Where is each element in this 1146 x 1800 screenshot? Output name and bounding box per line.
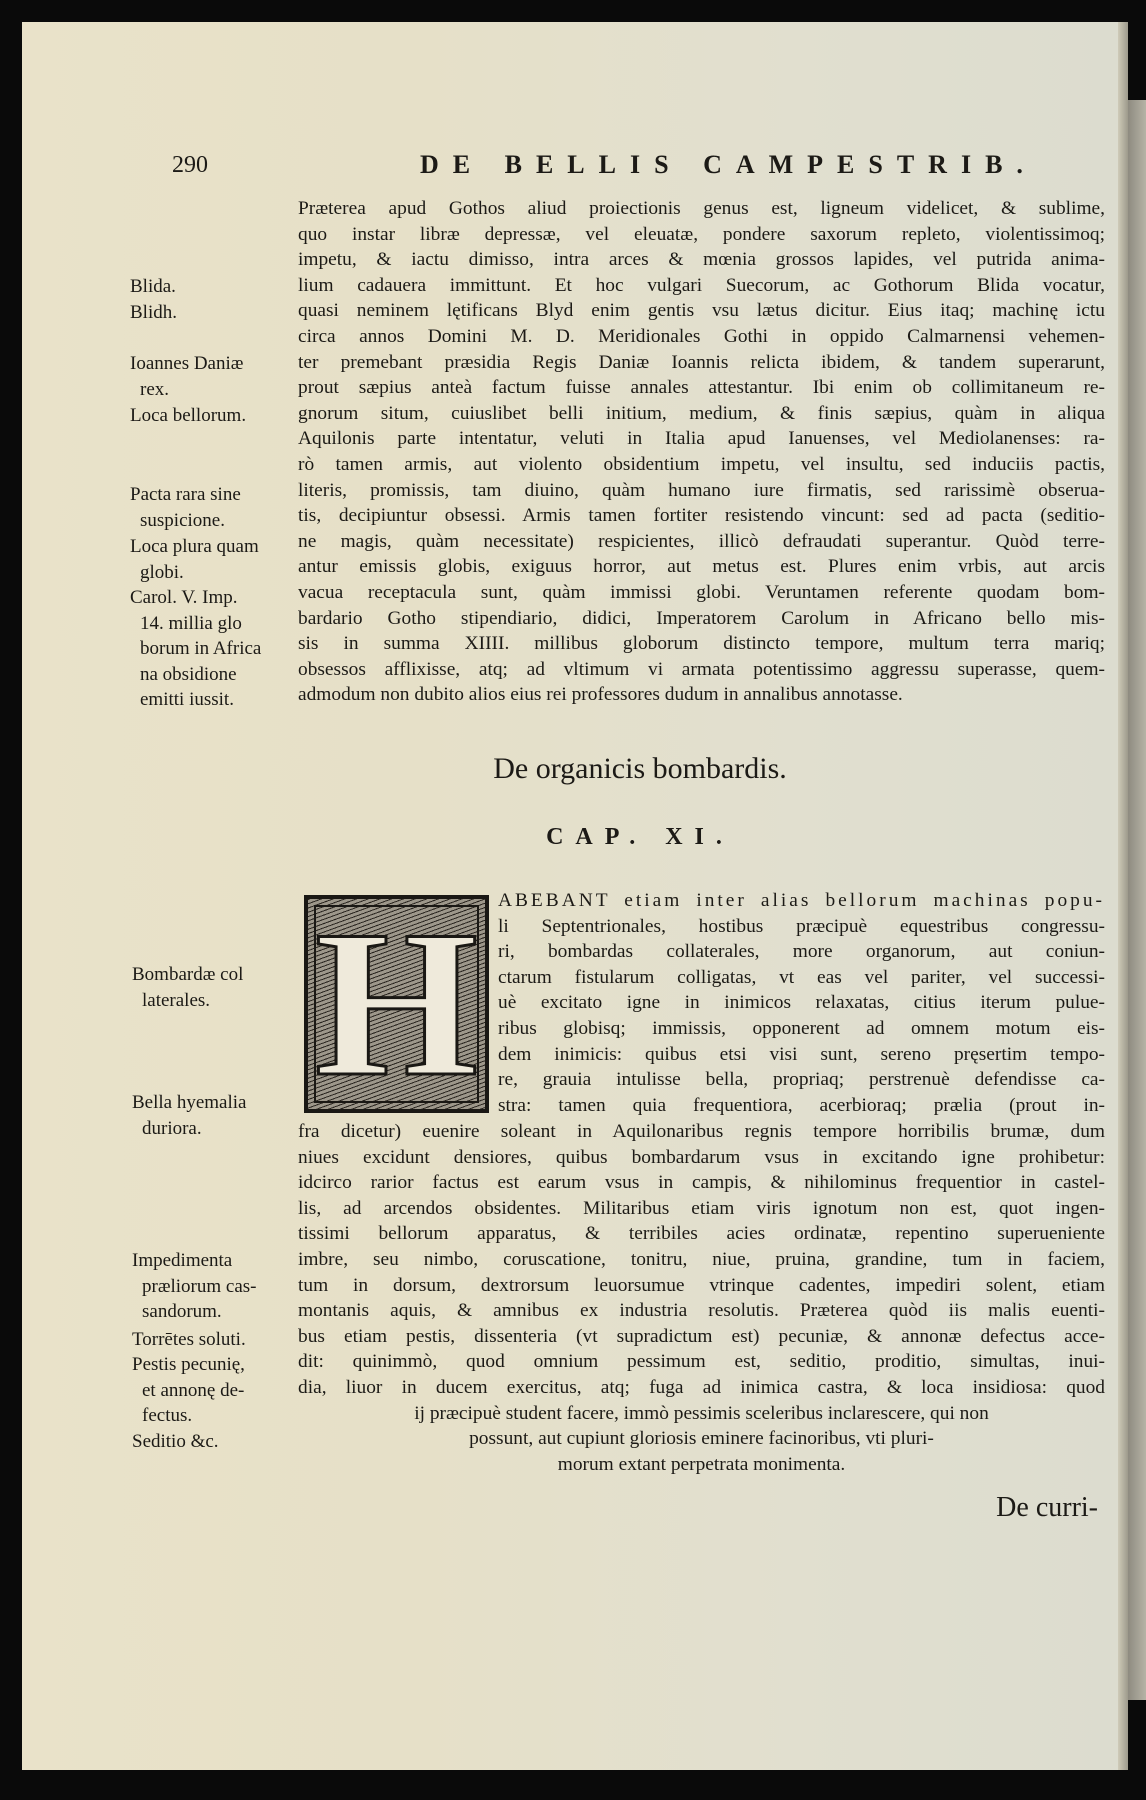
text-line: dem inimicis: quibus etsi visi sunt, sereno pręsertim tempo- [498,1043,1105,1065]
text-line: possunt, aut cupiunt gloriosis eminere facinoribus, vti pluri- [469,1428,934,1450]
chapter-text-full-width [298,1119,1105,1477]
text-line: rò tamen armis, aut violento obsidentium impetu, vel insultu, sed induciis pactis, [298,453,1105,475]
text-line: fra dicetur) euenire soleant in Aquilonaribus regnis tempore horribilis brumæ, dum [298,1121,1105,1142]
margin-note: Blidh. [130,302,177,323]
text-line: ne magis, quàm necessitate) respicientes, illicò defraudati superantur. Quòd terre- [298,530,1105,552]
margin-note: Torrētes soluti. [132,1329,246,1350]
text-line: tum in dorsum, dextrorsum leuorsumue vtrinque cadentes, impediri solent, etiam [298,1274,1105,1296]
text-line: morum extant perpetrata monimenta. [557,1453,846,1475]
text-line: li Septentrionales, hostibus præcipuè equestribus congressu- [498,915,1105,937]
text-line: ribus globisq; immissis, opponerent ad omnem motum eis- [498,1017,1105,1039]
chapter-text-beside-initial [498,888,1105,1118]
text-line: tissimi bellorum apparatus, & terribiles acies ordinatæ, repentino superueniente [298,1223,1105,1245]
text-line: ctarum fistularum colligatas, vt eas vel pariter, vel successi- [498,966,1105,988]
margin-note: Pestis pecunię, et annonę de- fectus. [132,1354,245,1427]
text-line: bardario Gotho stipendiario, didici, Imperatorem Carolum in Africano bello mis- [298,607,1105,629]
initial-letter: H [314,888,479,1120]
text-line: Præterea apud Gothos aliud proiectionis genus est, ligneum videlicet, & sublime, [298,198,1105,219]
text-line: stra: tamen quia frequentiora, acerbioraq; prælia (prout in- [498,1094,1105,1116]
woodcut-illustration [314,888,479,1120]
running-head [22,148,1128,188]
text-line: re, grauia intulisse bella, propriaq; perstrenuè defendisse ca- [498,1069,1105,1091]
text-line: circa annos Domini M. D. Meridionales Gothi in oppido Calmarnensi vehemen- [298,325,1105,347]
text-line: niues excidunt densiores, quibus bombardarum vsus in excitando igne prohibetur: [298,1146,1105,1168]
margin-note: Ioannes Daniæ rex. [130,353,244,400]
margin-note: Bombardæ col laterales. [132,964,244,1011]
text-line: imbre, seu nimbo, coruscatione, tonitru, niue, pruina, grandine, tum in faciem, [298,1248,1105,1270]
margin-note: Loca bellorum. [130,405,247,426]
text-line: ri, bombardas collaterales, more organorum, aut coniun- [498,941,1105,963]
book-page [22,22,1128,1770]
text-line: quasi neminem lętificans Blyd enim gentis vsu lætus dicitur. Eius itaq; machinę ictu [298,300,1105,322]
text-line: dit: quinimmò, quod omnium pessimum est, seditio, proditio, simultas, inui- [298,1351,1105,1373]
margin-note: Seditio &c. [132,1431,219,1452]
text-line: lis, ad arcendos obsidentes. Militaribus etiam viris ignotum non est, quot ingen- [298,1197,1105,1219]
text-line: lium cadauera immittunt. Et hoc vulgari Suecorum, ac Gothorum Blida vocatur, [298,274,1105,296]
text-line: prout sæpius anteà factum fuisse annales attestantur. Ibi enim ob collimitaneum re- [298,377,1105,399]
adjacent-page-edge [1128,100,1146,1700]
text-line: ABEBANT etiam inter alias bellorum machinas popu- [498,890,1105,911]
text-line: tis, decipiuntur obsessi. Armis tamen fortiter resistendo vincunt: sed ad pacta (seditio- [298,505,1105,527]
margin-note: Loca plura quam globi. [130,536,259,583]
page-gutter-shadow [1118,22,1128,1770]
text-line: sis in summa XIIII. millibus globorum distincto tempore, multum terra mariq; [298,633,1105,655]
text-line: uè excitato igne in inimicos relaxatas, citius iterum pulue- [498,992,1105,1014]
running-title: DE BELLIS CAMPESTRIB. [420,150,1037,179]
text-line: dia, liuor in ducem exercitus, atq; fuga ad inimica castra, & loca insidiosa: quod [298,1376,1105,1398]
margin-note: Impedimenta præliorum cas- sandorum. [132,1250,257,1323]
text-line: montanis aquis, & amnibus ex industria resolutis. Præterea quòd iis malis euenti- [298,1300,1105,1322]
chapter-heading: CAP. XI. [546,824,734,850]
text-line: antur emissis globis, exiguus horror, aut metus est. Plures enim vrbis, aut arcis [298,556,1105,578]
text-line: admodum non dubito alios eius rei professores dudum in annalibus annotasse. [298,684,903,706]
text-line: idcirco rarior factus est earum vsus in campis, & nihilominus frequentior in castel- [298,1172,1105,1194]
section-title: De organicis bombardis. [493,752,787,785]
text-line: literis, promissis, tam diuino, quàm humano iure firmatis, sed rarissimè obserua- [298,479,1105,501]
text-line: vacua receptacula sunt, quàm immissi globi. Veruntamen referente quodam bom- [298,581,1105,603]
text-line: quo instar libræ depressæ, vel eleuatæ, pondere saxorum repleto, violentissimoq; [298,223,1105,245]
margin-note: Pacta rara sine suspicione. [130,484,241,531]
paragraph-1 [298,196,1105,708]
text-line: obsessos afflixisse, atq; ad vltimum vi armata potentissimo aggressu superasse, quem- [298,658,1105,680]
text-line: gnorum situm, cuiuslibet belli initium, medium, & finis sæpius, quàm in aliqua [298,402,1105,424]
text-line: Aquilonis parte intentatur, veluti in Italia apud Ianuenses, vel Mediolanenses: ra- [298,428,1105,450]
text-line: ter premebant præsidia Regis Daniæ Ioannis relicta ibidem, & tandem superarunt, [298,351,1105,373]
margin-note: Carol. V. Imp. 14. millia glo borum in Africa na obsidione emitti iussit. [130,587,262,711]
text-line: bus etiam pestis, dissenteria (vt supradictum est) pecuniæ, & annonæ defectus acce- [298,1325,1105,1347]
catchword: De curri- [996,1492,1098,1523]
margin-note: Blida. [130,276,176,297]
decorated-initial [304,888,489,1120]
margin-note: Bella hyemalia duriora. [132,1092,247,1139]
text-line: impetu, & iactu dimisso, intra arces & mœnia grossos lapides, vel putrida anima- [298,249,1105,271]
text-line: ij præcipuè student facere, immò pessimis sceleribus inclarescere, qui non [414,1402,989,1424]
page-number: 290 [172,152,208,178]
